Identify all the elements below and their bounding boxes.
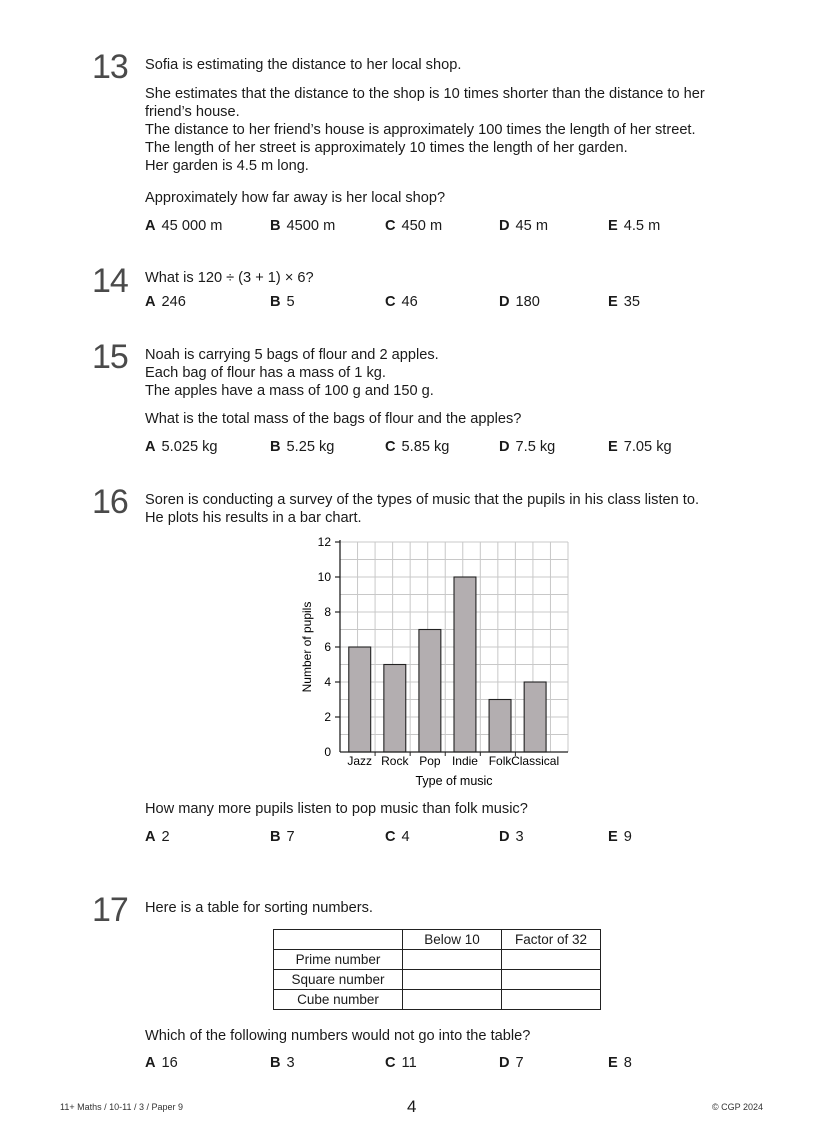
option-b[interactable] [270,1055,295,1071]
question-text: Sofia is estimating the distance to her local shop. [145,57,462,73]
option-text: 35 [623,294,640,310]
option-d[interactable] [499,829,524,845]
x-tick-label: Jazz [347,754,373,768]
option-a[interactable] [145,439,218,455]
option-text: 5.025 kg [161,439,218,455]
option-letter: E [608,1055,618,1071]
option-c[interactable] [385,439,449,455]
option-c[interactable] [385,218,442,234]
option-letter: D [499,218,510,234]
y-tick-label: 12 [317,535,331,549]
y-tick-labels [318,535,340,759]
question-number-14: 14 [92,262,128,300]
option-letter: E [608,218,618,234]
table-header-row [274,930,601,950]
option-text: 8 [623,1055,632,1071]
option-letter: B [270,829,281,845]
page-number: 4 [407,1097,417,1116]
table-cell [403,990,502,1010]
option-letter: A [145,218,156,234]
option-letter: B [270,294,281,310]
column-header: Factor of 32 [502,930,601,950]
option-text: 9 [623,829,632,845]
x-tick-label: Pop [419,754,441,768]
option-b[interactable] [270,829,295,845]
question-number-17: 17 [92,891,128,929]
option-text: 7.5 kg [515,439,556,455]
option-e[interactable] [608,294,640,310]
option-text: 5 [286,294,295,310]
option-e[interactable] [608,439,672,455]
option-text: 180 [515,294,540,310]
question-text: Soren is conducting a survey of the types of music that the pupils in his class listen to. [145,492,700,508]
option-letter: A [145,439,156,455]
table-cell [502,990,601,1010]
option-a[interactable] [145,1055,178,1071]
option-letter: D [499,294,510,310]
option-letter: E [608,294,618,310]
option-letter: B [270,1055,281,1071]
option-c[interactable] [385,294,418,310]
option-letter: A [145,294,156,310]
option-letter: B [270,218,281,234]
option-letter: C [385,829,396,845]
table-cell [502,950,601,970]
option-text: 45 000 m [161,218,223,234]
question-text: Each bag of flour has a mass of 1 kg. [145,365,386,381]
option-c[interactable] [385,1055,417,1071]
question-prompt: What is the total mass of the bags of flour and the apples? [145,411,522,427]
question-text: He plots his results in a bar chart. [145,510,362,526]
answer-options-13 [145,218,745,238]
option-letter: A [145,1055,156,1071]
music-bar-chart [295,530,585,792]
option-text: 45 m [515,218,548,234]
option-d[interactable] [499,218,548,234]
option-letter: C [385,218,396,234]
y-tick-label: 4 [324,675,331,689]
option-text: 7 [515,1055,524,1071]
column-header: Below 10 [403,930,502,950]
option-e[interactable] [608,1055,632,1071]
question-text: She estimates that the distance to the shop is 10 times shorter than the distance to her [145,86,705,102]
x-tick-label: Rock [381,754,409,768]
question-text: Noah is carrying 5 bags of flour and 2 apples. [145,347,439,363]
y-tick-label: 8 [324,605,331,619]
option-text: 7.05 kg [623,439,672,455]
option-a[interactable] [145,294,186,310]
option-text: 3 [515,829,524,845]
option-letter: D [499,439,510,455]
option-d[interactable] [499,294,540,310]
table-row [274,990,601,1010]
footer-paper-code: 11+ Maths / 10-11 / 3 / Paper 9 [60,1102,183,1112]
bar-folk [489,700,511,753]
option-letter: E [608,439,618,455]
sorting-table [273,929,601,1010]
table-row [274,950,601,970]
answer-options-15 [145,439,745,459]
question-text: What is 120 ÷ (3 + 1) × 6? [145,270,314,286]
option-b[interactable] [270,294,295,310]
option-text: 450 m [401,218,443,234]
question-number-16: 16 [92,483,128,521]
question-prompt: Which of the following numbers would not go into the table? [145,1028,531,1044]
option-e[interactable] [608,218,660,234]
question-number-13: 13 [92,48,128,86]
x-axis-label: Type of music [415,774,493,788]
option-letter: C [385,1055,396,1071]
answer-options-17 [145,1055,745,1075]
question-text: The length of her street is approximately 10 times the length of her garden. [145,140,628,156]
question-text: Her garden is 4.5 m long. [145,158,309,174]
option-text: 3 [286,1055,295,1071]
option-text: 5.85 kg [401,439,450,455]
option-text: 7 [286,829,295,845]
question-number-15: 15 [92,338,128,376]
option-d[interactable] [499,1055,524,1071]
option-text: 46 [401,294,418,310]
option-text: 11 [401,1055,417,1071]
row-header: Square number [274,970,403,990]
option-letter: C [385,439,396,455]
y-tick-label: 0 [324,745,331,759]
table-cell [403,950,502,970]
option-text: 2 [161,829,170,845]
bar-indie [454,577,476,752]
question-prompt: How many more pupils listen to pop music than folk music? [145,801,528,817]
answer-options-16 [145,829,745,849]
table-row [274,970,601,990]
option-text: 246 [161,294,186,310]
option-text: 4.5 m [623,218,661,234]
footer-copyright: © CGP 2024 [712,1102,763,1112]
y-tick-label: 10 [317,570,331,584]
question-prompt: Approximately how far away is her local shop? [145,190,446,206]
x-tick-label: Indie [451,754,478,768]
answer-options-14 [145,294,745,314]
option-text: 4 [401,829,410,845]
y-tick-label: 2 [324,710,331,724]
table-corner-cell [274,930,403,950]
table-cell [403,970,502,990]
option-text: 4500 m [286,218,336,234]
y-axis-label: Number of pupils [300,601,314,693]
table-cell [502,970,601,990]
bar-classical [524,682,546,752]
y-tick-label: 6 [324,640,331,654]
question-text: The apples have a mass of 100 g and 150 g. [145,383,434,399]
option-a[interactable] [145,829,170,845]
bar-jazz [349,647,371,752]
option-d[interactable] [499,439,555,455]
option-e[interactable] [608,829,632,845]
row-header: Cube number [274,990,403,1010]
option-letter: E [608,829,618,845]
option-letter: C [385,294,396,310]
bar-pop [419,630,441,753]
option-letter: D [499,1055,510,1071]
question-text: Here is a table for sorting numbers. [145,900,373,916]
option-a[interactable] [145,218,222,234]
question-text: The distance to her friend’s house is approximately 100 times the length of her street. [145,122,696,138]
question-text: friend’s house. [145,104,240,120]
option-b[interactable] [270,218,335,234]
x-tick-labels [347,752,559,768]
x-tick-label: Classical [511,754,560,768]
option-text: 5.25 kg [286,439,335,455]
option-text: 16 [161,1055,178,1071]
option-c[interactable] [385,829,410,845]
option-letter: B [270,439,281,455]
row-header: Prime number [274,950,403,970]
option-b[interactable] [270,439,334,455]
option-letter: A [145,829,156,845]
option-letter: D [499,829,510,845]
bar-rock [384,665,406,753]
x-tick-label: Folk [488,754,512,768]
